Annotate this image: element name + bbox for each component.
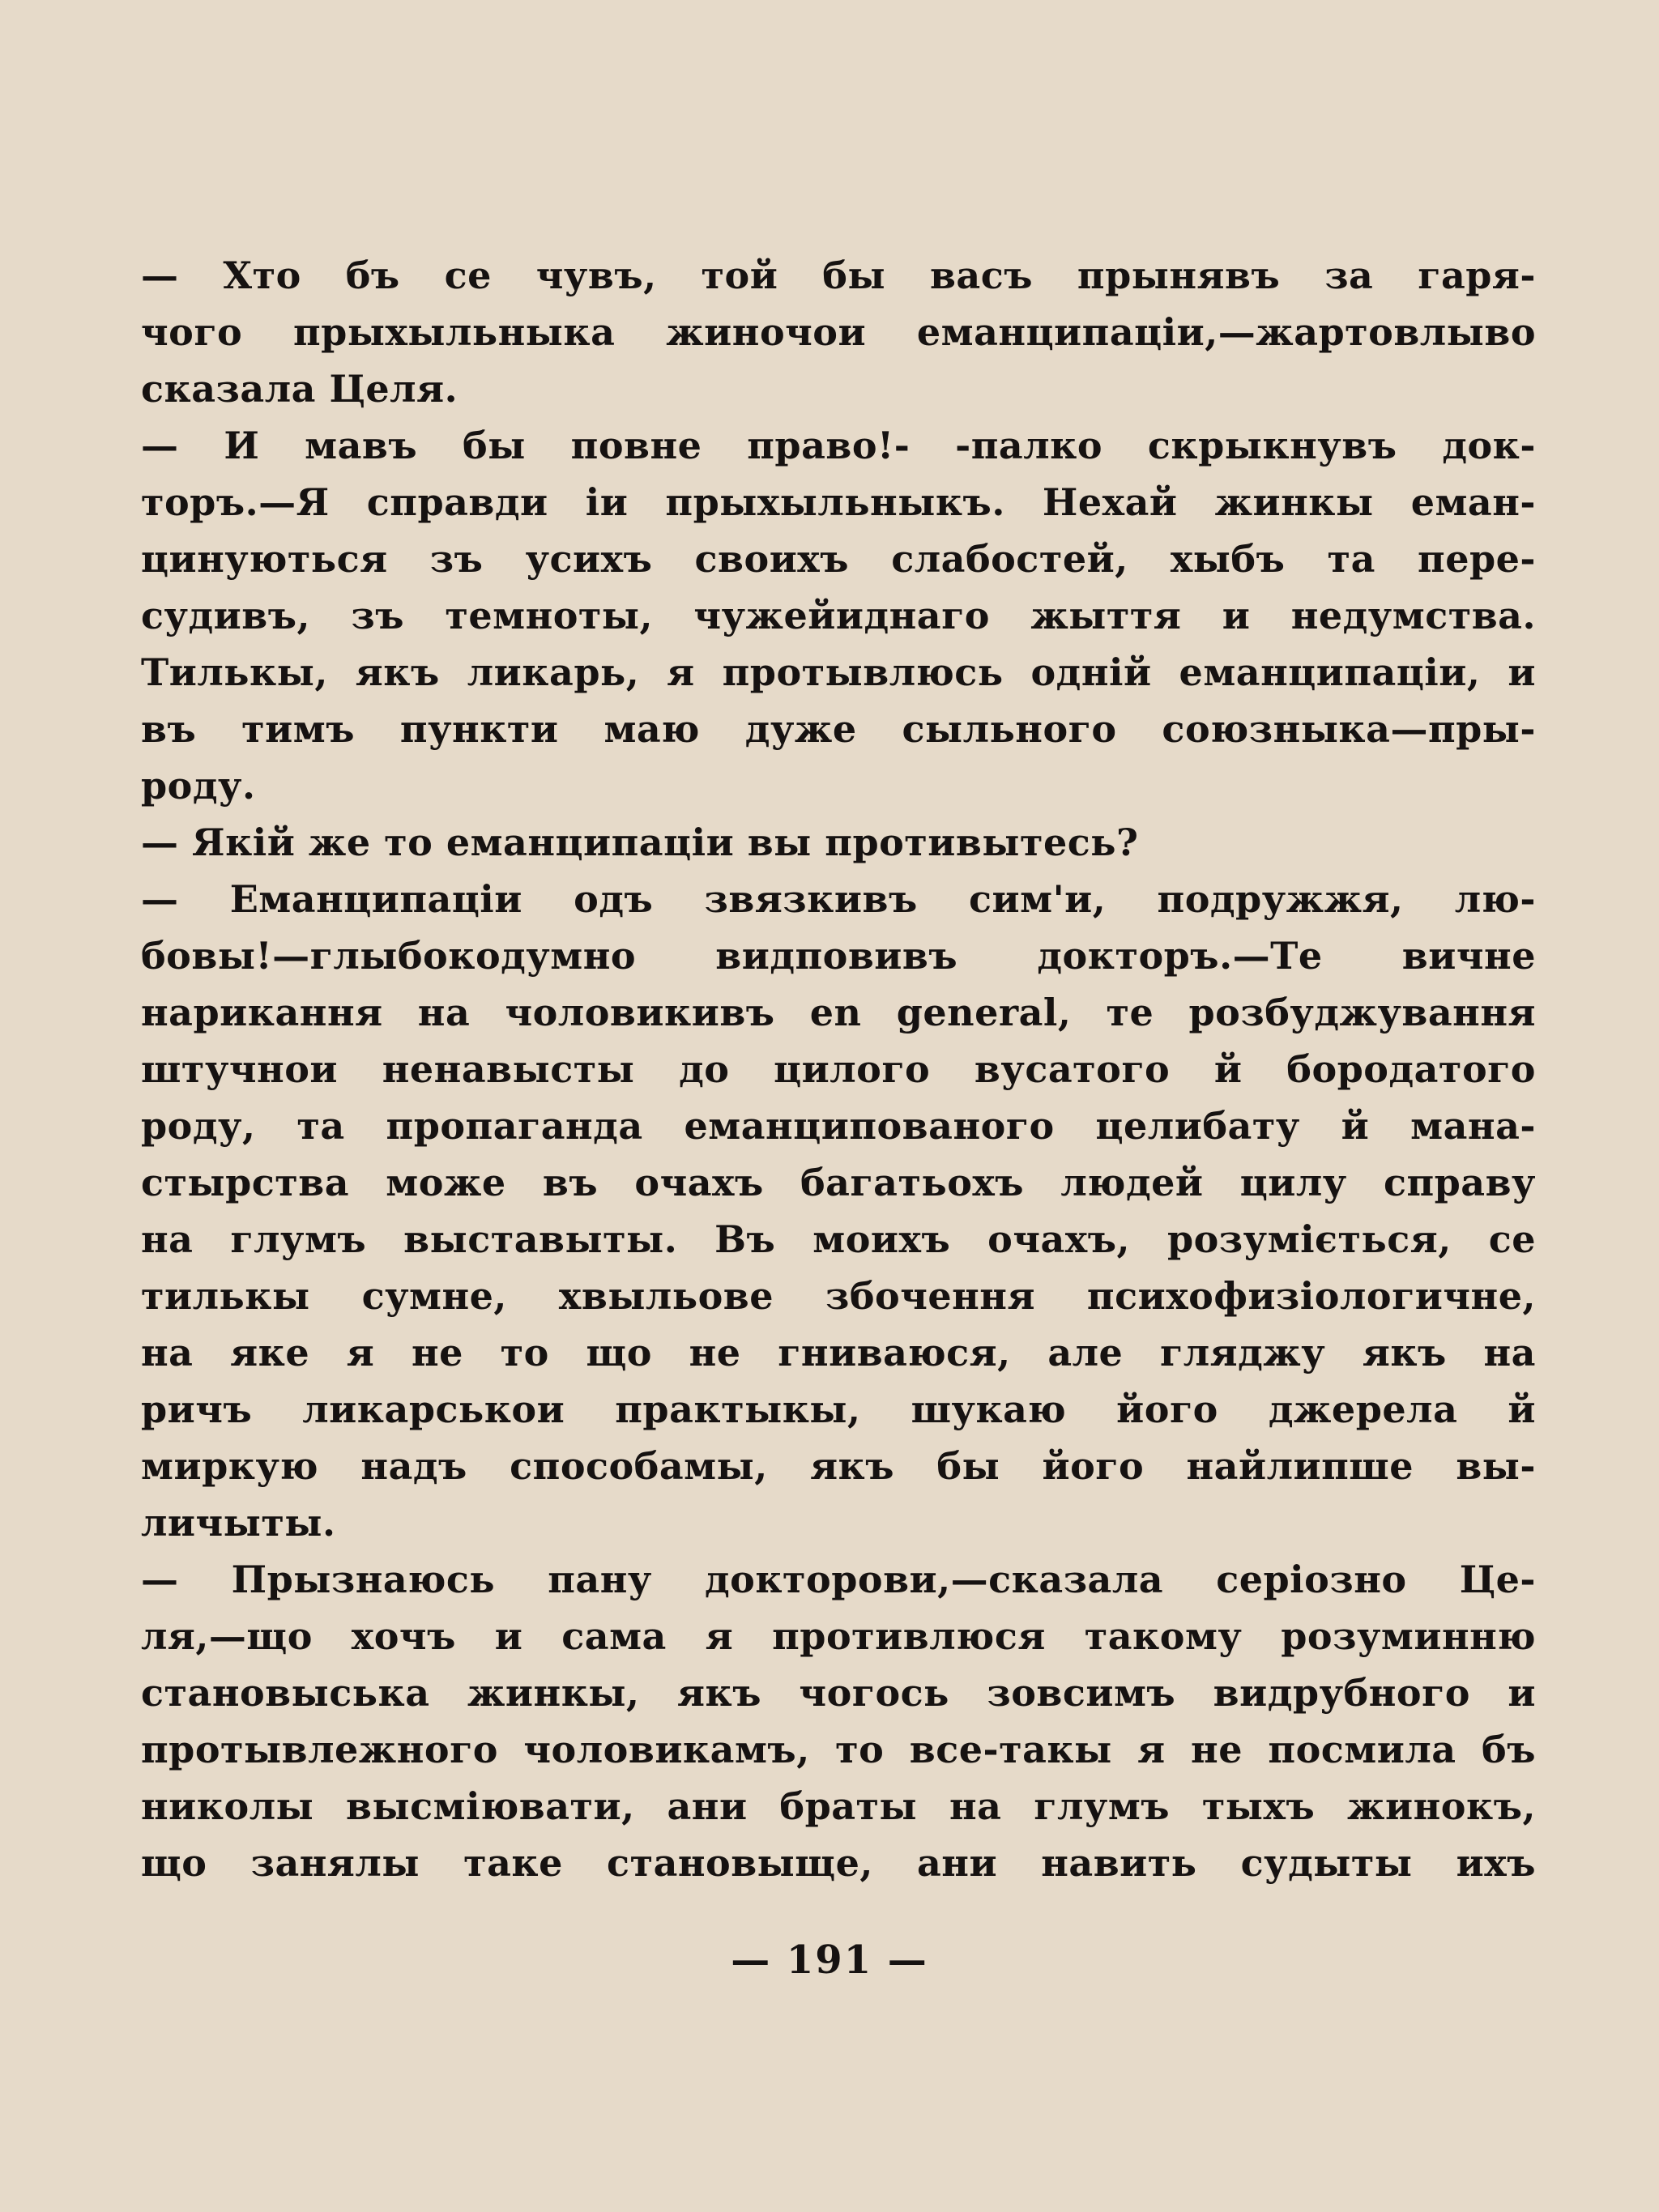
text-line: — Хто бъ се чувъ, той бы васъ прынявъ за гаря- [141,254,1536,297]
text-line: судивъ, зъ темноты, чужейиднаго жыття и недумства. [141,594,1536,637]
text-line: — И мавъ бы повне право!- -палко скрыкнувъ док- [141,424,1536,467]
text-line: торъ.—Я справди іи прыхыльныкъ. Нехай жинкы еман- [141,480,1536,524]
body-text [141,247,1536,1891]
text-line: на яке я не то що не гниваюся, але гляджу якъ на [141,1331,1536,1375]
text-line: що занялы таке становыще, ани навить судыты ихъ [141,1841,1536,1885]
text-line: протывлежного чоловикамъ, то все-такы я не посмила бъ [141,1728,1536,1771]
text-line: чого прыхыльныка жиночои еманципаціи,—жартовлыво [141,310,1536,354]
text-line: личыты. [141,1501,336,1545]
text-line: сказала Целя. [141,367,458,411]
text-line: — Прызнаюсь пану докторови,—сказала серіозно Це- [141,1558,1536,1601]
text-line: въ тимъ пункти маю дуже сыльного союзныка—пры- [141,707,1536,751]
text-line: — Якій же то еманципаціи вы противытесь? [141,820,1139,864]
text-line: штучнои ненавысты до цилого вусатого й бородатого [141,1047,1536,1091]
text-line: Тилькы, якъ ликарь, я протывлюсь одній еманципаціи, и [141,650,1536,694]
text-line: — Еманципаціи одъ звязкивъ сим'и, подружжя, лю- [141,877,1536,921]
text-line: ля,—що хочъ и сама я противлюся такому розуминню [141,1614,1536,1658]
text-line: миркую надъ способамы, якъ бы його найлипше вы- [141,1444,1536,1488]
text-line: роду. [141,764,256,808]
text-line: цинуються зъ усихъ своихъ слабостей, хыбъ та пере- [141,537,1536,581]
text-line: тилькы сумне, хвыльове збочення психофизіологичне, [141,1274,1536,1318]
text-line: бовы!—глыбокодумно видповивъ докторъ.—Те вичне [141,934,1536,978]
text-line: на глумъ выставыты. Въ моихъ очахъ, розуміється, се [141,1217,1536,1261]
text-line: стырства може въ очахъ багатьохъ людей цилу справу [141,1161,1536,1204]
text-line: николы высміювати, ани браты на глумъ тыхъ жинокъ, [141,1784,1536,1828]
text-line: нарикання на чоловикивъ en general, те розбуджування [141,991,1536,1034]
page-number: — 191 — [731,1937,928,1983]
text-line: становыська жинкы, якъ чогось зовсимъ видрубного и [141,1671,1536,1715]
text-line: ричъ ликарськои практыкы, шукаю його джерела й [141,1387,1536,1431]
text-line: роду, та пропаганда еманципованого целибату й мана- [141,1104,1536,1148]
